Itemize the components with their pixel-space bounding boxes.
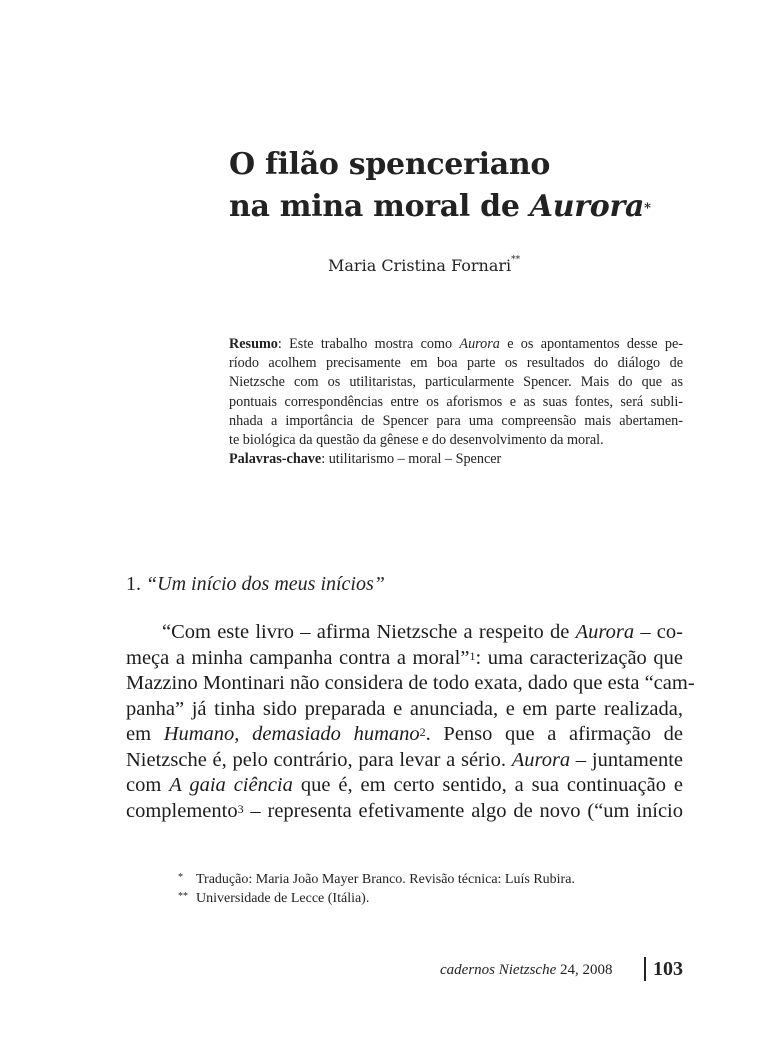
footnote	[178, 870, 575, 889]
footnotes	[178, 870, 575, 908]
abstract-line: nhada a importância de Spencer para uma compreensão mais abertamen-	[229, 412, 683, 429]
body-line: panha” já tinha sido preparada e anunciada, e em parte realizada,	[126, 697, 683, 720]
section-number: 1.	[126, 573, 146, 595]
body-line: com A gaia ciência que é, em certo sentido, a sua continuação e	[126, 774, 683, 796]
abstract	[229, 335, 683, 469]
author-footnote-marker[interactable]: **	[511, 255, 521, 265]
body-line: Nietzsche é, pelo contrário, para levar a sério. Aurora – juntamente	[126, 748, 683, 771]
section-title: “Um início dos meus inícios”	[146, 573, 385, 595]
abstract-line: pontuais correspondências entre os aforismos e as suas fontes, será subli-	[229, 393, 683, 410]
article-title	[229, 144, 709, 228]
footnote	[178, 889, 575, 908]
footnote-ref[interactable]: 1	[469, 648, 476, 663]
running-footer	[440, 962, 612, 979]
abstract-line: ríodo acolhem precisamente em boa parte os resultados do diálogo de	[229, 355, 683, 372]
journal-name: cadernos Nietzsche	[440, 962, 557, 978]
title-footnote-marker[interactable]: *	[644, 201, 651, 216]
page-number: 103	[653, 958, 683, 980]
author-name: Maria Cristina Fornari**	[328, 255, 521, 275]
footer-divider	[644, 957, 646, 981]
section-heading	[126, 573, 385, 596]
keywords-line	[229, 450, 683, 469]
footnote-text: Tradução: Maria João Mayer Branco. Revisão técnica: Luís Rubira.	[196, 872, 575, 887]
title-line-1: O filão spenceriano	[229, 147, 551, 182]
keywords-list: : utilitarismo – moral – Spencer	[321, 451, 502, 468]
body-text	[126, 620, 695, 824]
abstract-label: Resumo	[229, 336, 278, 352]
body-line: complemento$^3$ – representa efetivamente algo de novo (“um início	[126, 799, 683, 822]
body-line: “Com este livro – afirma Nietzsche a respeito de Aurora – co-	[162, 621, 683, 643]
footnote-mark: *	[178, 872, 183, 883]
abstract-line: Nietzsche com os utilitaristas, particularmente Spencer. Mais do que as	[229, 374, 683, 391]
footnote-ref[interactable]: 3	[237, 801, 244, 816]
abstract-line: te biológica da questão da gênese e do desenvolvimento da moral.	[229, 432, 604, 449]
keywords-label: Palavras-chave	[229, 451, 322, 468]
abstract-line: Resumo: Este trabalho mostra como Aurora e os apontamentos desse pe-	[229, 336, 683, 352]
title-line-2: na mina moral de Aurora*	[229, 189, 651, 224]
body-line: em Humano, demasiado humano$^2$. Penso que a afirmação de	[126, 723, 684, 745]
footnote-ref[interactable]: 2	[419, 725, 426, 739]
body-line: Mazzino Montinari não considera de todo exata, dado que esta “cam-	[126, 672, 695, 694]
journal-issue: 24, 2008	[556, 962, 613, 978]
footnote-text: Universidade de Lecce (Itália).	[196, 891, 370, 906]
body-line: meça a minha campanha contra a moral”$^1$: uma caracterização que	[126, 646, 683, 669]
title-italic-aurora: Aurora	[529, 189, 645, 224]
footnote-mark: **	[178, 891, 188, 902]
